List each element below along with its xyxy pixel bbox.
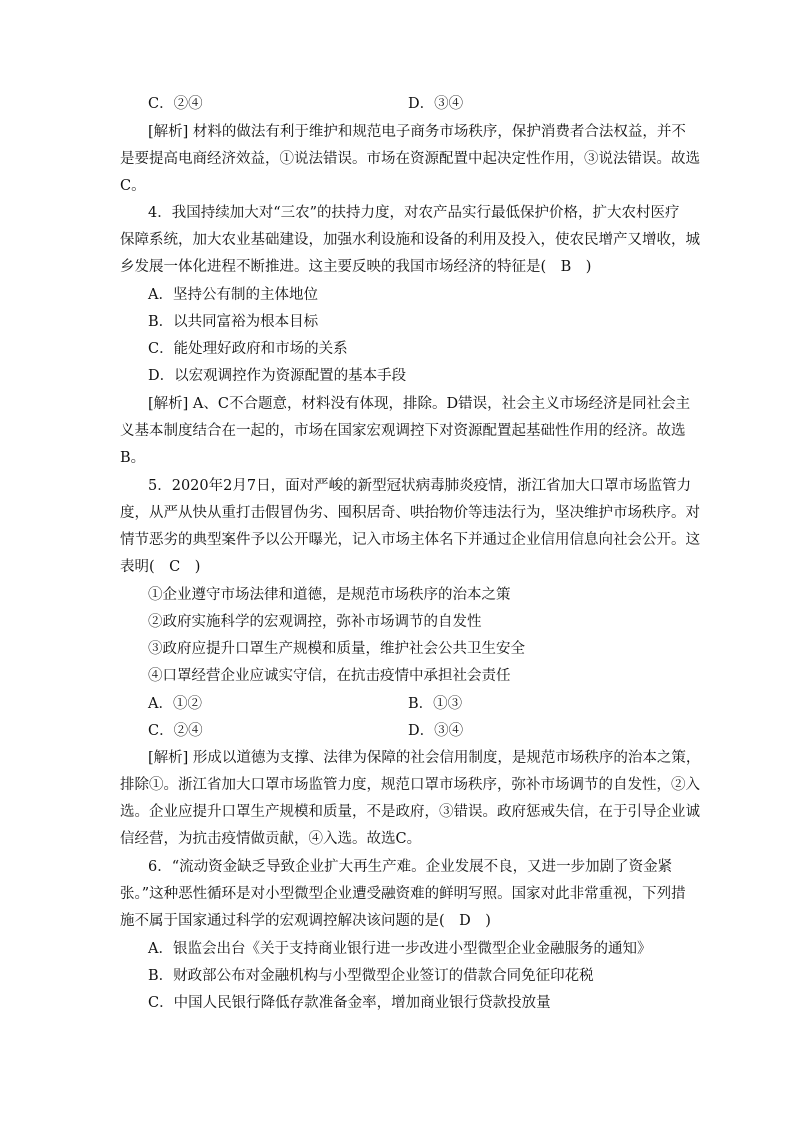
analysis-line: [解析] 材料的做法有利于维护和规范电子商务市场秩序，保护消费者合法权益，并不 <box>148 124 686 140</box>
statement-item: ①企业遵守市场法律和道德，是规范市场秩序的治本之策 <box>148 587 511 603</box>
question-stem-line: 张。”这种恶性循环是对小型微型企业遭受融资难的鲜明写照。国家对此非常重视，下列措 <box>120 886 686 902</box>
option-a: A．银监会出台《关于支持商业银行进一步改进小型微型企业金融服务的通知》 <box>148 941 652 957</box>
analysis-line: B。 <box>120 450 146 466</box>
option-b: B．以共同富裕为根本目标 <box>148 314 319 330</box>
option-b: B．财政部公布对金融机构与小型微型企业签订的借款合同免征印花税 <box>148 968 594 984</box>
question-stem-line: 度，从严从快从重打击假冒伪劣、囤积居奇、哄抬物价等违法行为，坚决维护市场秩序。对 <box>120 505 700 521</box>
analysis-line: C。 <box>120 178 146 194</box>
analysis-line: 义基本制度结合在一起的，市场在国家宏观调控下对资源配置起基础性作用的经济。故选 <box>120 423 686 439</box>
question-stem-line: 乡发展一体化进程不断推进。这主要反映的我国市场经济的特征是( B ) <box>120 259 592 275</box>
analysis-line: 排除①。浙江省加大口罩市场监管力度，规范口罩市场秩序，弥补市场调节的自发性，②入 <box>120 777 700 793</box>
option-c: C．②④ <box>148 96 203 112</box>
question-stem-line: 保障系统，加大农业基础建设，加强水利设施和设备的利用及投入，使农民增产又增收，城 <box>120 232 700 248</box>
option-d: D．③④ <box>408 96 464 112</box>
statement-item: ②政府实施科学的宏观调控，弥补市场调节的自发性 <box>148 614 482 630</box>
option-d: D．③④ <box>408 723 464 739</box>
statement-item: ③政府应提升口罩生产规模和质量，维护社会公共卫生安全 <box>148 641 525 657</box>
option-d: D．以宏观调控作为资源配置的基本手段 <box>148 368 407 384</box>
option-c: C．能处理好政府和市场的关系 <box>148 341 348 357</box>
analysis-line: 选。企业应提升口罩生产规模和质量，不是政府，③错误。政府惩戒失信，在于引导企业诚 <box>120 804 700 820</box>
analysis-line: [解析] A、C不合题意，材料没有体现，排除。D错误，社会主义市场经济是同社会主 <box>148 396 691 412</box>
option-c: C．中国人民银行降低存款准备金率，增加商业银行贷款投放量 <box>148 995 551 1011</box>
analysis-line: 是要提高电商经济效益，①说法错误。市场在资源配置中起决定性作用，③说法错误。故选 <box>120 151 700 167</box>
question-stem-line: 情节恶劣的典型案件予以公开曝光，记入市场主体名下并通过企业信用信息向社会公开。这 <box>120 532 700 548</box>
question-stem-line: 表明( C ) <box>120 559 201 575</box>
question-stem-line: 6．“流动资金缺乏导致企业扩大再生产难。企业发展不良，又进一步加剧了资金紧 <box>148 859 673 875</box>
option-c: C．②④ <box>148 723 203 739</box>
question-stem-line: 4．我国持续加大对“三农”的扶持力度，对农产品实行最低保护价格，扩大农村医疗 <box>148 205 680 221</box>
analysis-line: 信经营，为抗击疫情做贡献，④入选。故选C。 <box>120 831 422 847</box>
option-b: B．①③ <box>408 696 463 712</box>
statement-item: ④口罩经营企业应诚实守信，在抗击疫情中承担社会责任 <box>148 668 511 684</box>
question-stem-line: 施不属于国家通过科学的宏观调控解决该问题的是( D ) <box>120 913 491 929</box>
question-stem-line: 5．2020年2月7日，面对严峻的新型冠状病毒肺炎疫情，浙江省加大口罩市场监管力 <box>148 478 692 494</box>
analysis-line: [解析] 形成以道德为支撑、法律为保障的社会信用制度，是规范市场秩序的治本之策， <box>148 750 701 766</box>
option-a: A．①② <box>148 696 202 712</box>
option-a: A．坚持公有制的主体地位 <box>148 287 318 303</box>
